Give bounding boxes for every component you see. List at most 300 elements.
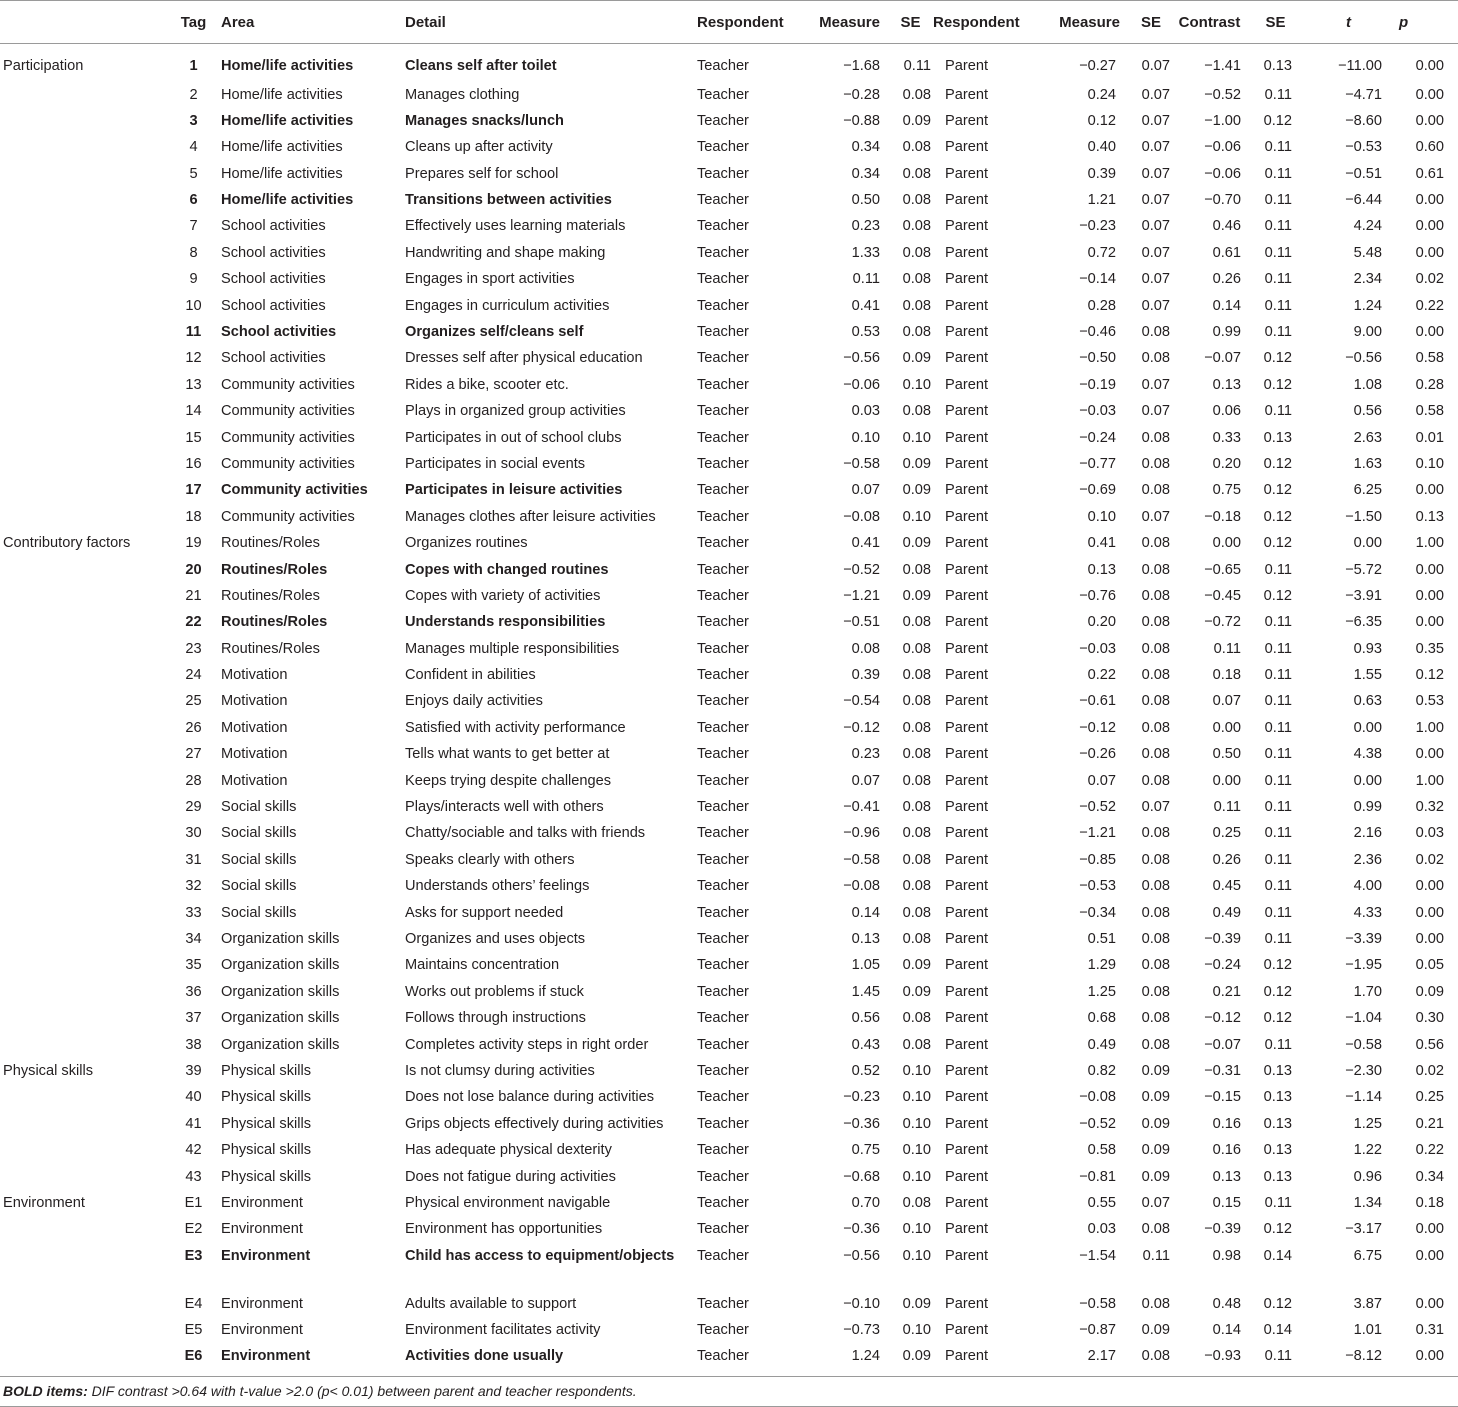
- p-cell: 0.02: [1415, 851, 1444, 868]
- header-section: [0, 1, 166, 44]
- detail-cell: Keeps trying despite challenges: [405, 772, 612, 789]
- p-cell: 0.00: [1415, 482, 1444, 499]
- table-row: [0, 263, 1458, 289]
- area-cell: Social skills: [221, 799, 297, 816]
- se-2-cell: 0.08: [1141, 429, 1170, 446]
- measure-2-cell: −0.23: [1079, 218, 1116, 235]
- respondent-1-cell: Teacher: [697, 825, 749, 842]
- measure-1-cell: 0.10: [851, 429, 880, 446]
- detail-cell: Organizes routines: [405, 535, 528, 552]
- respondent-2-cell: Parent: [945, 403, 988, 420]
- se-3-cell: 0.12: [1263, 1221, 1292, 1238]
- se-1-cell: 0.09: [902, 1348, 931, 1365]
- p-cell: 0.01: [1415, 429, 1444, 446]
- detail-cell: Rides a bike, scooter etc.: [405, 376, 569, 393]
- detail-cell: Activities done usually: [405, 1348, 564, 1365]
- header-t: t: [1306, 1, 1391, 44]
- se-1-cell: 0.08: [902, 746, 931, 763]
- se-1-cell: 0.10: [902, 1062, 931, 1079]
- table-row: [0, 184, 1458, 210]
- se-2-cell: 0.08: [1141, 825, 1170, 842]
- respondent-1-cell: Teacher: [697, 1168, 749, 1185]
- se-1-cell: 0.09: [902, 482, 931, 499]
- contrast-cell: 0.13: [1212, 376, 1241, 393]
- se-1-cell: 0.08: [902, 931, 931, 947]
- se-2-cell: 0.07: [1141, 218, 1170, 235]
- p-cell: 0.10: [1415, 455, 1444, 472]
- respondent-2-cell: Parent: [945, 508, 988, 525]
- contrast-cell: 0.48: [1212, 1295, 1241, 1312]
- p-cell: 0.12: [1415, 667, 1444, 684]
- detail-cell: Satisfied with activity performance: [405, 719, 626, 736]
- se-2-cell: 0.08: [1141, 931, 1170, 947]
- measure-1-cell: 0.03: [851, 403, 880, 420]
- respondent-2-cell: Parent: [945, 614, 988, 631]
- p-cell: 0.00: [1415, 561, 1444, 578]
- respondent-1-cell: Teacher: [697, 1036, 749, 1053]
- measure-2-cell: −1.54: [1079, 1247, 1116, 1264]
- table-row: [0, 474, 1458, 500]
- contrast-cell: −1.00: [1204, 112, 1241, 129]
- tag-cell: 20: [185, 561, 202, 578]
- contrast-cell: 0.21: [1212, 983, 1241, 1000]
- se-1-cell: 0.08: [902, 1010, 931, 1027]
- measure-1-cell: 0.39: [851, 667, 880, 684]
- tag-cell: 23: [185, 640, 202, 657]
- se-3-cell: 0.11: [1264, 799, 1292, 816]
- contrast-cell: 0.46: [1212, 218, 1241, 235]
- se-3-cell: 0.11: [1264, 878, 1292, 895]
- contrast-cell: 0.20: [1212, 455, 1241, 472]
- t-cell: −3.91: [1345, 587, 1382, 604]
- se-3-cell: 0.11: [1264, 904, 1292, 921]
- table-row: [0, 897, 1458, 923]
- se-3-cell: 0.11: [1264, 1036, 1292, 1053]
- p-cell: 0.22: [1415, 1142, 1444, 1159]
- respondent-2-cell: Parent: [945, 719, 988, 736]
- tag-cell: 18: [185, 508, 202, 525]
- tag-cell: 16: [185, 455, 202, 472]
- se-3-cell: 0.11: [1264, 1348, 1292, 1365]
- se-1-cell: 0.08: [902, 640, 931, 657]
- measure-2-cell: 0.03: [1087, 1221, 1116, 1238]
- respondent-1-cell: Teacher: [697, 508, 749, 525]
- contrast-cell: 0.61: [1212, 244, 1241, 261]
- section-label: Participation: [3, 58, 84, 74]
- respondent-1-cell: Teacher: [697, 587, 749, 604]
- measure-1-cell: 0.23: [851, 218, 880, 235]
- se-3-cell: 0.11: [1264, 640, 1292, 657]
- table-row: [0, 659, 1458, 685]
- table-row: [0, 79, 1458, 105]
- respondent-2-cell: Parent: [945, 1295, 988, 1312]
- detail-cell: Understands responsibilities: [405, 614, 606, 631]
- contrast-cell: −0.24: [1204, 957, 1241, 974]
- tag-cell: E2: [184, 1221, 203, 1238]
- detail-cell: Transitions between activities: [405, 192, 612, 209]
- measure-2-cell: 0.82: [1087, 1062, 1116, 1079]
- p-cell: 0.05: [1415, 957, 1444, 974]
- area-cell: Environment: [221, 1348, 311, 1365]
- respondent-1-cell: Teacher: [697, 1194, 749, 1211]
- se-3-cell: 0.11: [1264, 719, 1292, 736]
- tag-cell: 25: [185, 693, 202, 710]
- section-label: [0, 923, 166, 949]
- se-2-cell: 0.08: [1141, 561, 1170, 578]
- respondent-1-cell: Teacher: [697, 86, 749, 103]
- section-label: [0, 844, 166, 870]
- contrast-cell: −0.39: [1204, 1221, 1241, 1238]
- se-2-cell: 0.09: [1141, 1168, 1170, 1185]
- se-1-cell: 0.09: [902, 112, 931, 129]
- detail-cell: Adults available to support: [405, 1295, 577, 1312]
- measure-1-cell: 0.50: [851, 192, 880, 209]
- se-1-cell: 0.09: [902, 983, 931, 1000]
- contrast-cell: −0.15: [1204, 1089, 1241, 1106]
- section-label: Contributory factors: [3, 535, 131, 552]
- measure-2-cell: −0.87: [1079, 1322, 1116, 1339]
- respondent-2-cell: Parent: [945, 957, 988, 974]
- t-cell: 2.34: [1353, 271, 1382, 288]
- contrast-cell: −0.06: [1204, 139, 1241, 156]
- respondent-1-cell: Teacher: [697, 376, 749, 393]
- se-1-cell: 0.08: [902, 86, 931, 103]
- measure-2-cell: −0.50: [1079, 350, 1116, 367]
- measure-2-cell: 1.25: [1087, 983, 1116, 1000]
- table-row: [0, 712, 1458, 738]
- contrast-cell: −0.65: [1204, 561, 1241, 578]
- tag-cell: 35: [185, 957, 202, 974]
- measure-1-cell: −0.12: [843, 719, 880, 736]
- detail-cell: Organizes and uses objects: [405, 931, 586, 947]
- tag-cell: 13: [185, 376, 202, 393]
- t-cell: −4.71: [1345, 86, 1382, 103]
- se-2-cell: 0.07: [1141, 297, 1170, 314]
- se-3-cell: 0.11: [1264, 772, 1292, 789]
- t-cell: 0.93: [1353, 640, 1382, 657]
- section-label: [0, 738, 166, 764]
- detail-cell: Child has access to equipment/objects: [405, 1247, 675, 1264]
- header-tag: Tag: [166, 1, 221, 44]
- p-cell: 0.13: [1415, 508, 1444, 525]
- p-cell: 0.02: [1415, 271, 1444, 288]
- se-3-cell: 0.11: [1264, 931, 1292, 947]
- tag-cell: 5: [189, 165, 198, 182]
- tag-cell: 17: [185, 482, 202, 499]
- respondent-2-cell: Parent: [945, 693, 988, 710]
- area-cell: Environment: [221, 1194, 303, 1211]
- se-1-cell: 0.08: [902, 693, 931, 710]
- respondent-1-cell: Teacher: [697, 1221, 749, 1238]
- detail-cell: Chatty/sociable and talks with friends: [405, 825, 646, 842]
- measure-1-cell: −0.58: [843, 851, 880, 868]
- table-row: [0, 501, 1458, 527]
- table-row: [0, 210, 1458, 236]
- respondent-1-cell: Teacher: [697, 719, 749, 736]
- respondent-2-cell: Parent: [945, 825, 988, 842]
- detail-cell: Cleans up after activity: [405, 139, 553, 156]
- t-cell: −1.14: [1345, 1089, 1382, 1106]
- se-2-cell: 0.08: [1141, 535, 1170, 552]
- respondent-1-cell: Teacher: [697, 1295, 749, 1312]
- measure-1-cell: 0.34: [851, 165, 880, 182]
- respondent-2-cell: Parent: [945, 165, 988, 182]
- table-row: [0, 395, 1458, 421]
- se-3-cell: 0.14: [1263, 1322, 1292, 1339]
- section-label: [0, 712, 166, 738]
- respondent-2-cell: Parent: [945, 1322, 988, 1339]
- se-2-cell: 0.08: [1141, 693, 1170, 710]
- se-2-cell: 0.08: [1141, 772, 1170, 789]
- t-cell: 6.75: [1353, 1247, 1382, 1264]
- detail-cell: Manages clothing: [405, 86, 520, 103]
- detail-cell: Dresses self after physical education: [405, 350, 643, 367]
- measure-1-cell: −0.56: [843, 350, 880, 367]
- measure-2-cell: −0.03: [1079, 403, 1116, 420]
- measure-2-cell: −0.77: [1079, 455, 1116, 472]
- se-1-cell: 0.10: [902, 1142, 931, 1159]
- table-row: [0, 422, 1458, 448]
- tag-cell: 12: [185, 350, 202, 367]
- section-label: [0, 1213, 166, 1239]
- respondent-1-cell: Teacher: [697, 851, 749, 868]
- section-label: [0, 606, 166, 632]
- table-body: [0, 44, 1458, 1375]
- header-respondent-2: Respondent: [933, 1, 1041, 44]
- area-cell: Home/life activities: [221, 58, 354, 74]
- section-label: [0, 422, 166, 448]
- se-1-cell: 0.08: [902, 165, 931, 182]
- tag-cell: 32: [185, 878, 202, 895]
- respondent-1-cell: Teacher: [697, 1115, 749, 1132]
- section-label: [0, 1340, 166, 1374]
- contrast-cell: −0.07: [1204, 1036, 1241, 1053]
- section-label: [0, 554, 166, 580]
- p-cell: 0.34: [1415, 1168, 1444, 1185]
- t-cell: 1.08: [1353, 376, 1382, 393]
- se-1-cell: 0.08: [902, 825, 931, 842]
- se-1-cell: 0.09: [902, 350, 931, 367]
- area-cell: Social skills: [221, 904, 297, 921]
- tag-cell: 34: [185, 931, 202, 947]
- section-label: [0, 79, 166, 105]
- measure-1-cell: 0.13: [851, 931, 880, 947]
- detail-cell: Understands others’ feelings: [405, 878, 590, 895]
- se-2-cell: 0.08: [1141, 904, 1170, 921]
- se-2-cell: 0.07: [1141, 139, 1170, 156]
- area-cell: Organization skills: [221, 931, 340, 947]
- measure-1-cell: 0.34: [851, 139, 880, 156]
- tag-cell: 29: [185, 799, 202, 816]
- p-cell: 0.00: [1415, 1295, 1444, 1312]
- detail-cell: Manages snacks/lunch: [405, 112, 564, 129]
- t-cell: −3.17: [1345, 1221, 1382, 1238]
- section-label: [0, 1029, 166, 1055]
- p-cell: 0.58: [1415, 350, 1444, 367]
- se-3-cell: 0.11: [1264, 667, 1292, 684]
- se-2-cell: 0.08: [1141, 1348, 1170, 1365]
- measure-1-cell: 0.07: [851, 772, 880, 789]
- measure-1-cell: −0.88: [843, 112, 880, 129]
- table-row: [0, 131, 1458, 157]
- section-label: [0, 342, 166, 368]
- table-row: [0, 976, 1458, 1002]
- respondent-1-cell: Teacher: [697, 403, 749, 420]
- respondent-1-cell: Teacher: [697, 139, 749, 156]
- measure-2-cell: −0.14: [1079, 271, 1116, 288]
- se-3-cell: 0.11: [1264, 746, 1292, 763]
- measure-2-cell: −0.52: [1079, 1115, 1116, 1132]
- t-cell: −8.60: [1345, 112, 1382, 129]
- measure-2-cell: 0.20: [1087, 614, 1116, 631]
- respondent-2-cell: Parent: [945, 297, 988, 314]
- p-cell: 0.00: [1415, 58, 1444, 74]
- contrast-cell: 0.06: [1212, 403, 1241, 420]
- tag-cell: 41: [185, 1115, 202, 1132]
- table-row: [0, 923, 1458, 949]
- se-1-cell: 0.08: [902, 403, 931, 420]
- tag-cell: 3: [189, 112, 198, 129]
- contrast-cell: 0.07: [1212, 693, 1241, 710]
- tag-cell: 40: [185, 1089, 202, 1106]
- measure-1-cell: 1.45: [851, 983, 880, 1000]
- respondent-1-cell: Teacher: [697, 112, 749, 129]
- section-label: [0, 765, 166, 791]
- table-row: [0, 290, 1458, 316]
- respondent-2-cell: Parent: [945, 931, 988, 947]
- se-1-cell: 0.10: [902, 1115, 931, 1132]
- area-cell: Community activities: [221, 376, 355, 393]
- section-label: [0, 1134, 166, 1160]
- measure-1-cell: −0.08: [843, 878, 880, 895]
- tag-cell: E3: [184, 1247, 203, 1264]
- se-1-cell: 0.08: [902, 878, 931, 895]
- measure-2-cell: −0.81: [1079, 1168, 1116, 1185]
- measure-2-cell: 0.55: [1087, 1194, 1116, 1211]
- measure-1-cell: −0.96: [843, 825, 880, 842]
- measure-2-cell: 0.68: [1087, 1010, 1116, 1027]
- header-contrast: Contrast: [1174, 1, 1245, 44]
- se-3-cell: 0.12: [1263, 376, 1292, 393]
- measure-1-cell: 0.52: [851, 1062, 880, 1079]
- respondent-1-cell: Teacher: [697, 324, 749, 341]
- tag-cell: 38: [185, 1036, 202, 1053]
- t-cell: 1.63: [1353, 455, 1382, 472]
- table-row: [0, 1213, 1458, 1239]
- table-row: [0, 527, 1458, 553]
- measure-2-cell: −0.34: [1079, 904, 1116, 921]
- table-row: [0, 738, 1458, 764]
- table-row: [0, 870, 1458, 896]
- t-cell: −2.30: [1345, 1062, 1382, 1079]
- tag-cell: 21: [185, 587, 202, 604]
- area-cell: Physical skills: [221, 1115, 312, 1132]
- se-2-cell: 0.08: [1141, 640, 1170, 657]
- se-3-cell: 0.11: [1264, 403, 1292, 420]
- respondent-1-cell: Teacher: [697, 1348, 749, 1365]
- measure-2-cell: −0.58: [1079, 1295, 1116, 1312]
- section-label: [0, 1081, 166, 1107]
- measure-1-cell: 0.53: [851, 324, 880, 341]
- detail-cell: Environment facilitates activity: [405, 1322, 601, 1339]
- measure-1-cell: 0.70: [851, 1194, 880, 1211]
- tag-cell: E4: [184, 1295, 203, 1312]
- se-3-cell: 0.13: [1263, 429, 1292, 446]
- section-label: [0, 316, 166, 342]
- area-cell: Physical skills: [221, 1062, 312, 1079]
- table-row: [0, 791, 1458, 817]
- se-2-cell: 0.08: [1141, 957, 1170, 974]
- contrast-cell: −0.93: [1204, 1348, 1241, 1365]
- section-label: [0, 448, 166, 474]
- area-cell: School activities: [221, 297, 326, 314]
- measure-1-cell: −0.73: [843, 1322, 880, 1339]
- contrast-cell: 0.33: [1212, 429, 1241, 446]
- se-1-cell: 0.08: [902, 139, 931, 156]
- section-label: [0, 1288, 166, 1314]
- area-cell: Organization skills: [221, 1010, 340, 1027]
- se-1-cell: 0.08: [902, 561, 931, 578]
- table-row: [0, 1134, 1458, 1160]
- section-label: [0, 158, 166, 184]
- se-3-cell: 0.11: [1264, 825, 1292, 842]
- tag-cell: 22: [185, 614, 202, 631]
- t-cell: 4.24: [1353, 218, 1382, 235]
- se-3-cell: 0.12: [1263, 587, 1292, 604]
- measure-2-cell: −0.26: [1079, 746, 1116, 763]
- respondent-2-cell: Parent: [945, 86, 988, 103]
- area-cell: Community activities: [221, 455, 355, 472]
- se-2-cell: 0.08: [1141, 1036, 1170, 1053]
- se-2-cell: 0.07: [1141, 86, 1170, 103]
- tag-cell: 6: [189, 192, 198, 209]
- measure-1-cell: 0.41: [851, 535, 880, 552]
- table-row: [0, 1055, 1458, 1081]
- se-1-cell: 0.10: [902, 429, 931, 446]
- header-p: p: [1391, 1, 1458, 44]
- respondent-2-cell: Parent: [945, 1089, 988, 1106]
- measure-1-cell: −0.41: [843, 799, 880, 816]
- tag-cell: 24: [185, 667, 202, 684]
- tag-cell: 11: [185, 324, 202, 341]
- measure-1-cell: −0.08: [843, 508, 880, 525]
- section-label: Environment: [3, 1194, 85, 1211]
- contrast-cell: −0.07: [1204, 350, 1241, 367]
- measure-2-cell: −0.08: [1079, 1089, 1116, 1106]
- area-cell: Environment: [221, 1322, 303, 1339]
- table-row: [0, 1002, 1458, 1028]
- section-label: [0, 1108, 166, 1134]
- respondent-2-cell: Parent: [945, 640, 988, 657]
- respondent-2-cell: Parent: [945, 1142, 988, 1159]
- t-cell: −3.39: [1345, 931, 1382, 947]
- respondent-1-cell: Teacher: [697, 693, 749, 710]
- section-label: [0, 237, 166, 263]
- area-cell: School activities: [221, 218, 326, 235]
- se-2-cell: 0.07: [1141, 799, 1170, 816]
- area-cell: Social skills: [221, 825, 297, 842]
- se-1-cell: 0.09: [902, 455, 931, 472]
- area-cell: School activities: [221, 244, 326, 261]
- contrast-cell: 0.26: [1212, 271, 1241, 288]
- se-3-cell: 0.11: [1264, 244, 1292, 261]
- measure-2-cell: 0.07: [1087, 772, 1116, 789]
- footnote-bold-label: BOLD items:: [3, 1383, 88, 1400]
- contrast-cell: −0.31: [1204, 1062, 1241, 1079]
- table-row: [0, 44, 1458, 79]
- se-1-cell: 0.09: [902, 535, 931, 552]
- measure-2-cell: 0.22: [1087, 667, 1116, 684]
